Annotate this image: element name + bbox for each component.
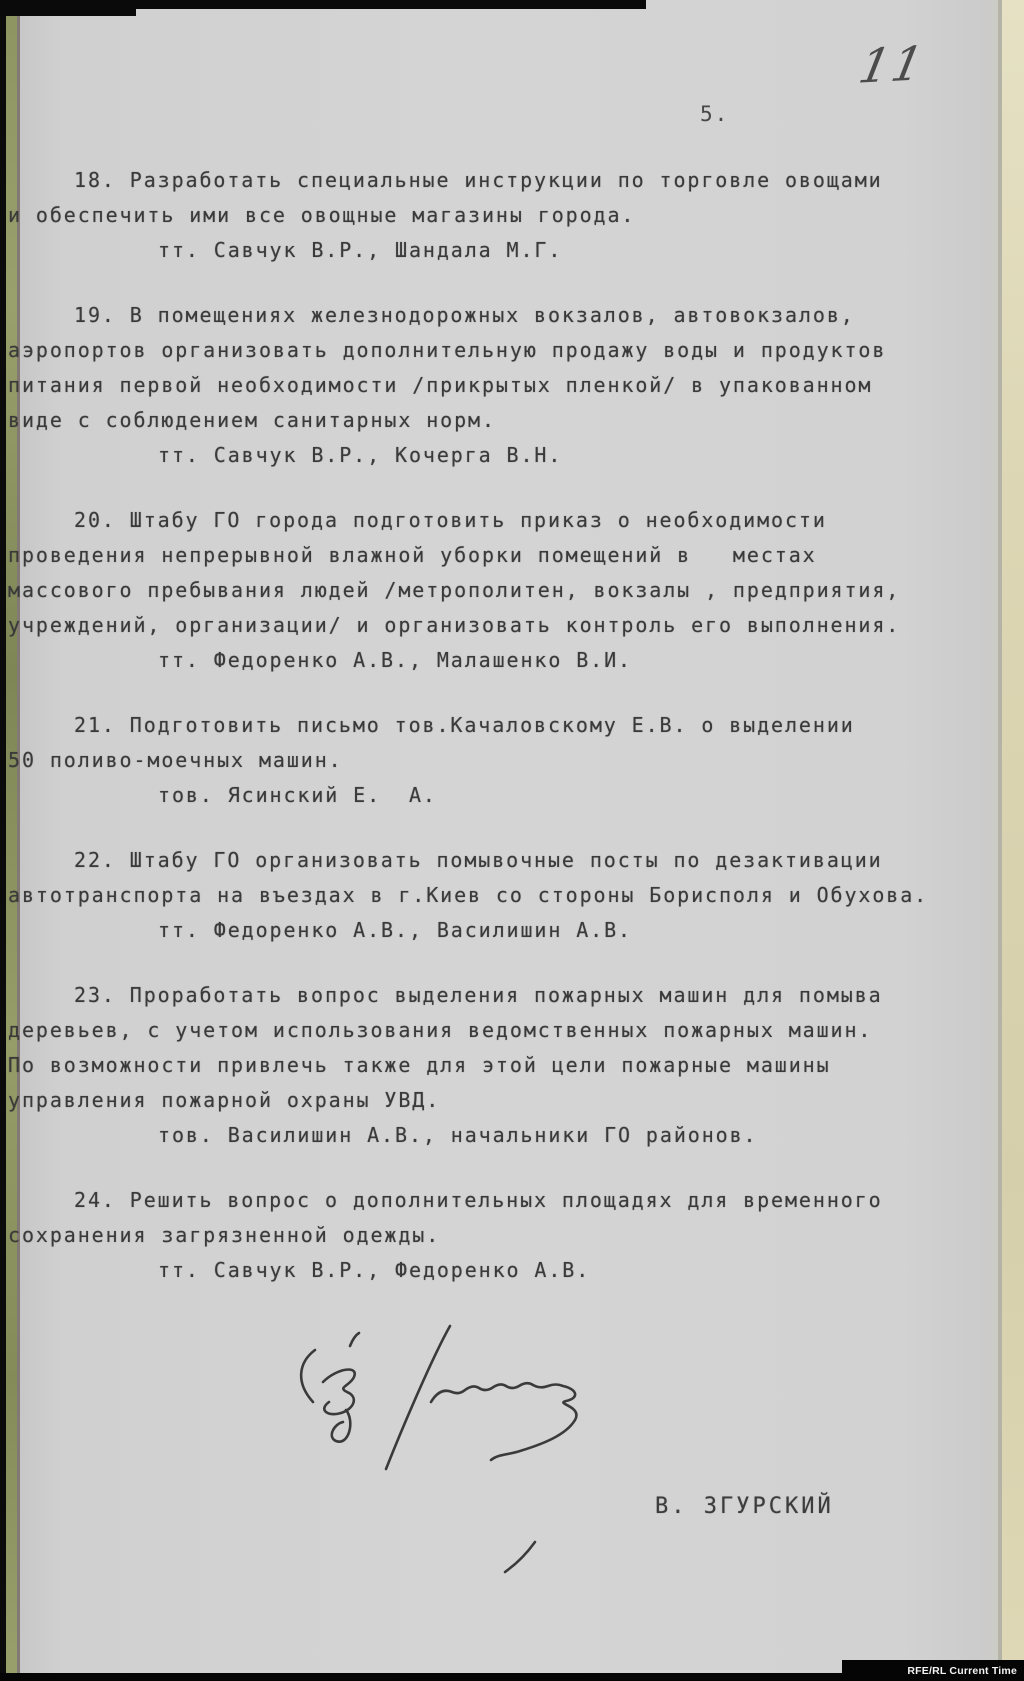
assignees-line: тов. Ясинский Е. А. — [158, 783, 437, 807]
item-line: 50 поливо-моечных машин. — [8, 748, 343, 772]
watermark-box — [842, 1660, 1024, 1681]
order-item — [8, 708, 1008, 813]
handwritten-page-number: 11 — [854, 36, 930, 95]
assignees-line: тт. Савчук В.Р., Кочерга В.Н. — [158, 443, 563, 467]
item-line: и обеспечить ими все овощные магазины города. — [8, 203, 636, 227]
item-text — [8, 163, 1008, 233]
item-line: управления пожарной охраны УВД. — [8, 1088, 441, 1112]
signature-name: В. ЗГУРСКИЙ — [655, 1494, 834, 1519]
order-item — [8, 503, 1008, 678]
order-item — [8, 163, 1008, 268]
item-text — [8, 843, 1008, 913]
order-item — [8, 843, 1008, 948]
order-item — [8, 978, 1008, 1153]
item-text — [8, 708, 1008, 778]
scan-edge-top-block — [0, 0, 136, 16]
item-text — [8, 298, 1008, 438]
item-text — [8, 1183, 1008, 1253]
assignees-line: тт. Савчук В.Р., Шандала М.Г. — [158, 238, 563, 262]
item-line: массового пребывания людей /метрополитен, вокзалы , предприятия, — [8, 578, 901, 602]
item-line: 21. Подготовить письмо тов.Качаловскому Е.В. о выделении — [74, 713, 855, 737]
item-line: аэропортов организовать дополнительную продажу воды и продуктов — [8, 338, 887, 362]
assignees-line: тов. Василишин А.В., начальники ГО районов. — [158, 1123, 758, 1147]
item-line: проведения непрерывной влажной уборки помещений в местах — [8, 543, 817, 567]
signature-block — [283, 1318, 834, 1578]
document-body — [8, 163, 1008, 1318]
item-line: 20. Штабу ГО города подготовить приказ о необходимости — [74, 508, 827, 532]
item-line: питания первой необходимости /прикрытых пленкой/ в упакованном — [8, 373, 873, 397]
signature-scribble-icon — [283, 1318, 643, 1578]
assignees-line: тт. Федоренко А.В., Малашенко В.И. — [158, 648, 632, 672]
assignees-line: тт. Федоренко А.В., Василишин А.В. — [158, 918, 632, 942]
item-line: 24. Решить вопрос о дополнительных площадях для временного — [74, 1188, 883, 1212]
assignees-line: тт. Савчук В.Р., Федоренко А.В. — [158, 1258, 591, 1282]
watermark: RFE/RL Current Time — [907, 1664, 1017, 1677]
item-line: 18. Разработать специальные инструкции по торговле овощами — [74, 168, 883, 192]
item-line: учреждений, организации/ и организовать контроль его выполнения. — [8, 613, 901, 637]
item-line: деревьев, с учетом использования ведомственных пожарных машин. — [8, 1018, 873, 1042]
item-line: 22. Штабу ГО организовать помывочные посты по дезактивации — [74, 848, 883, 872]
page-number: 5. — [700, 102, 730, 126]
item-line: автотранспорта на въездах в г.Киев со стороны Борисполя и Обухова. — [8, 883, 929, 907]
order-item — [8, 298, 1008, 473]
item-text — [8, 503, 1008, 643]
item-line: 23. Проработать вопрос выделения пожарных машин для помыва — [74, 983, 883, 1007]
order-item — [8, 1183, 1008, 1288]
item-line: По возможности привлечь также для этой цели пожарные машины — [8, 1053, 831, 1077]
item-line: виде с соблюдением санитарных норм. — [8, 408, 496, 432]
item-text — [8, 978, 1008, 1118]
item-line: 19. В помещениях железнодорожных вокзалов, автовокзалов, — [74, 303, 855, 327]
item-line: сохранения загрязненной одежды. — [8, 1223, 441, 1247]
